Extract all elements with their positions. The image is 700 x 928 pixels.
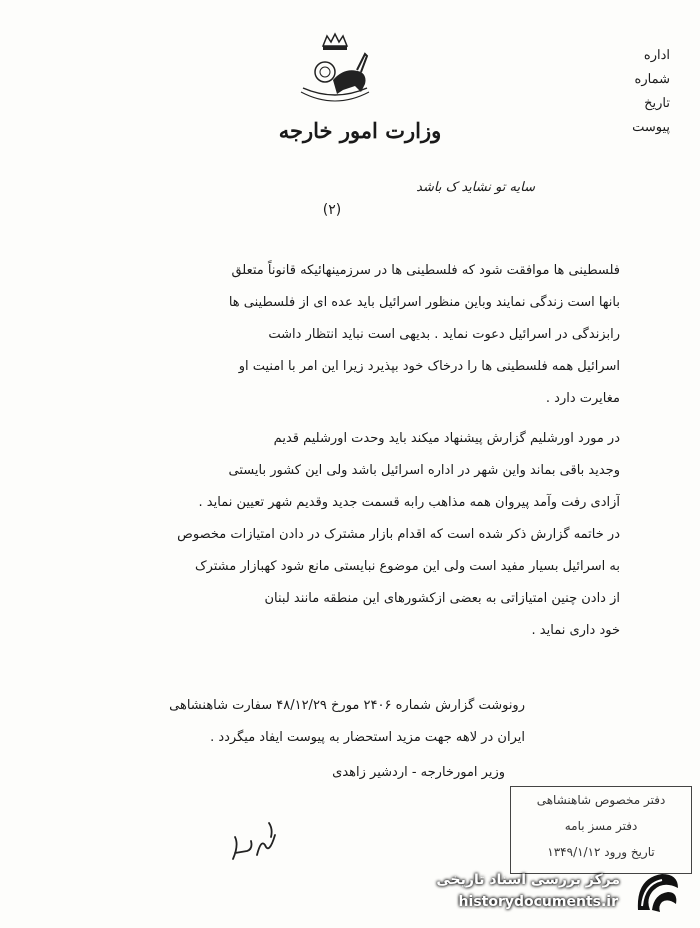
greeting-line: سایه تو نشاید ک باشد bbox=[416, 180, 535, 195]
body-line: آزادی رفت وآمد پیروان همه مذاهب رابه قسمت جدید وقدیم شهر تعیین نماید . bbox=[198, 495, 620, 510]
closing-line: رونوشت گزارش شماره ۲۴۰۶ مورخ ۴۸/۱۲/۲۹ سفارت شاهنشاهی bbox=[169, 698, 525, 713]
archive-logo-icon bbox=[632, 870, 682, 916]
body-line: وجدید باقی بماند واین شهر در اداره اسرائیل باشد ولی این کشور بایستی bbox=[228, 463, 620, 478]
watermark-title: مرکز بررسی اسناد تاریخی bbox=[436, 872, 620, 888]
lion-and-sun-emblem-icon bbox=[295, 30, 375, 115]
label-department: اداره bbox=[643, 48, 670, 63]
label-attachment: پیوست bbox=[632, 120, 670, 135]
body-line: فلسطینی ها موافقت شود که فلسطینی ها در سرزمینهائیکه قانوناً متعلق bbox=[231, 263, 620, 278]
body-line: در مورد اورشلیم گزارش پیشنهاد میکند باید وحدت اورشلیم قدیم bbox=[273, 431, 620, 446]
stamp-line: دفتر مسز بامه bbox=[564, 819, 638, 833]
closing-paragraph bbox=[5, 690, 525, 754]
body-line: بانها است زندگی نمایند وباین منظور اسرائیل باید عده ای از فلسطینی ها bbox=[228, 295, 620, 310]
body-line: به اسرائیل بسیار مفید است ولی این موضوع نبایستی مانع شود کهبازار مشترک bbox=[194, 559, 620, 574]
stamp-line: تاریخ ورود ۱۳۴۹/۱/۱۲ bbox=[547, 845, 655, 859]
letter-body bbox=[20, 255, 620, 647]
minister-signature-line: وزیر امورخارجه - اردشیر زاهدی bbox=[332, 765, 505, 780]
body-line: اسرائیل همه فلسطینی ها را درخاک خود بپذیرد زیرا این امر با امنیت او bbox=[238, 359, 620, 374]
body-line: از دادن چنین امتیازاتی به بعضی ازکشورهای این منطقه مانند لبنان bbox=[264, 591, 620, 606]
archive-watermark bbox=[418, 868, 690, 918]
label-date: تاریخ bbox=[644, 96, 670, 111]
body-line: رابزندگی در اسرائیل دعوت نماید . بدیهی است نباید انتظار داشت bbox=[268, 327, 620, 342]
stamp-line: دفتر مخصوص شاهنشاهی bbox=[536, 793, 666, 807]
page-number: (۲) bbox=[322, 202, 342, 218]
body-line: خود داری نماید . bbox=[531, 623, 620, 638]
label-number: شماره bbox=[634, 72, 670, 87]
registry-stamp bbox=[510, 786, 692, 874]
letterhead-labels bbox=[632, 44, 670, 140]
handwritten-signature-icon bbox=[225, 815, 285, 870]
ministry-title: وزارت امور خارجه bbox=[278, 118, 442, 143]
body-line: در خاتمه گزارش ذکر شده است که اقدام بازار مشترک در دادن امتیازات مخصوص bbox=[177, 527, 620, 542]
watermark-url: historydocuments.ir bbox=[458, 894, 618, 910]
body-line: مغایرت دارد . bbox=[545, 391, 620, 406]
closing-line: ایران در لاهه جهت مزید استحضار به پیوست ایفاد میگردد . bbox=[210, 730, 525, 745]
